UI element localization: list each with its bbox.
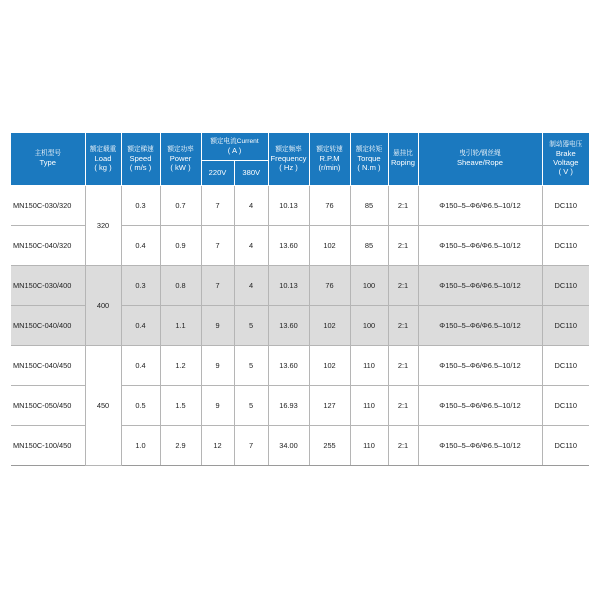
cell-torque: 110 xyxy=(350,425,388,465)
cell-rpm: 76 xyxy=(309,185,350,225)
cell-sheave: Φ150–5–Φ6/Φ6.5–10/12 xyxy=(418,265,542,305)
table-body xyxy=(11,185,589,465)
cell-type: MN150C-030/320 xyxy=(11,185,85,225)
cell-roping: 2:1 xyxy=(388,345,418,385)
table-row xyxy=(11,265,589,305)
header-type-en: Type xyxy=(39,158,56,168)
header-rpm-unit: (r/min) xyxy=(318,162,341,172)
header-type xyxy=(11,133,85,185)
header-load-unit: ( kg ) xyxy=(94,162,112,172)
cell-type: MN150C-100/450 xyxy=(11,425,85,465)
cell-brake: DC110 xyxy=(542,185,589,225)
header-torque-unit: ( N.m ) xyxy=(357,162,381,172)
cell-torque: 85 xyxy=(350,225,388,265)
cell-brake: DC110 xyxy=(542,345,589,385)
cell-speed: 0.4 xyxy=(121,225,160,265)
cell-rpm: 76 xyxy=(309,265,350,305)
cell-rpm: 127 xyxy=(309,385,350,425)
cell-torque: 85 xyxy=(350,185,388,225)
cell-current-380v: 5 xyxy=(234,305,268,345)
cell-current-220v: 9 xyxy=(201,385,234,425)
header-torque-zh: 额定转矩 xyxy=(355,145,383,153)
header-sheave-zh: 曳引轮/钢丝绳 xyxy=(459,150,501,158)
header-power-en: Power xyxy=(169,153,192,163)
cell-power: 2.9 xyxy=(160,425,201,465)
table-row xyxy=(11,185,589,225)
cell-rpm: 102 xyxy=(309,345,350,385)
header-brake-en: Brake Voltage xyxy=(553,149,579,168)
cell-sheave: Φ150–5–Φ6/Φ6.5–10/12 xyxy=(418,225,542,265)
cell-brake: DC110 xyxy=(542,305,589,345)
cell-current-380v: 4 xyxy=(234,225,268,265)
cell-type: MN150C-040/450 xyxy=(11,345,85,385)
cell-brake: DC110 xyxy=(542,385,589,425)
header-frequency-unit: ( Hz ) xyxy=(279,162,298,172)
cell-power: 1.2 xyxy=(160,345,201,385)
cell-sheave: Φ150–5–Φ6/Φ6.5–10/12 xyxy=(418,305,542,345)
header-load xyxy=(85,133,121,185)
cell-sheave: Φ150–5–Φ6/Φ6.5–10/12 xyxy=(418,425,542,465)
cell-current-380v: 7 xyxy=(234,425,268,465)
spec-table-container xyxy=(11,133,589,466)
cell-current-220v: 9 xyxy=(201,345,234,385)
cell-speed: 0.4 xyxy=(121,345,160,385)
cell-rpm: 255 xyxy=(309,425,350,465)
cell-current-220v: 7 xyxy=(201,225,234,265)
cell-sheave: Φ150–5–Φ6/Φ6.5–10/12 xyxy=(418,345,542,385)
motor-spec-table xyxy=(11,133,589,466)
header-rpm-en: R.P.M xyxy=(319,153,340,163)
cell-type: MN150C-030/400 xyxy=(11,265,85,305)
header-type-zh: 主机型号 xyxy=(34,150,61,158)
cell-power: 1.1 xyxy=(160,305,201,345)
cell-frequency: 16.93 xyxy=(268,385,309,425)
cell-current-220v: 7 xyxy=(201,265,234,305)
header-rpm xyxy=(309,133,350,185)
header-power-unit: ( kW ) xyxy=(170,162,191,172)
header-current xyxy=(201,133,268,160)
header-current-220v: 220V xyxy=(201,160,234,185)
cell-roping: 2:1 xyxy=(388,225,418,265)
cell-load: 400 xyxy=(85,265,121,345)
cell-power: 1.5 xyxy=(160,385,201,425)
cell-frequency: 10.13 xyxy=(268,265,309,305)
cell-roping: 2:1 xyxy=(388,305,418,345)
header-roping xyxy=(388,133,418,185)
cell-frequency: 13.60 xyxy=(268,305,309,345)
cell-torque: 100 xyxy=(350,305,388,345)
cell-rpm: 102 xyxy=(309,225,350,265)
header-power xyxy=(160,133,201,185)
cell-frequency: 10.13 xyxy=(268,185,309,225)
header-torque-en: Torque xyxy=(357,153,381,163)
cell-power: 0.8 xyxy=(160,265,201,305)
cell-sheave: Φ150–5–Φ6/Φ6.5–10/12 xyxy=(418,385,542,425)
header-brake-zh: 制动器电压 xyxy=(549,141,583,149)
cell-current-380v: 5 xyxy=(234,345,268,385)
cell-power: 0.7 xyxy=(160,185,201,225)
header-brake-unit: ( V ) xyxy=(558,167,573,177)
header-torque xyxy=(350,133,388,185)
cell-speed: 0.5 xyxy=(121,385,160,425)
header-current-unit: ( A ) xyxy=(227,145,242,155)
header-sheave-en: Sheave/Rope xyxy=(456,158,504,168)
cell-current-380v: 4 xyxy=(234,265,268,305)
header-power-zh: 额定功率 xyxy=(167,145,194,153)
cell-roping: 2:1 xyxy=(388,265,418,305)
header-speed-zh: 额定梯速 xyxy=(127,145,154,153)
header-load-en: Load xyxy=(94,153,112,163)
header-speed-en: Speed xyxy=(129,153,152,163)
cell-type: MN150C-050/450 xyxy=(11,385,85,425)
header-frequency-en: Frequency xyxy=(270,153,307,163)
cell-rpm: 102 xyxy=(309,305,350,345)
table-header xyxy=(11,133,589,185)
cell-speed: 0.4 xyxy=(121,305,160,345)
cell-frequency: 34.00 xyxy=(268,425,309,465)
cell-speed: 0.3 xyxy=(121,265,160,305)
header-load-zh: 额定载重 xyxy=(89,145,117,153)
cell-current-380v: 4 xyxy=(234,185,268,225)
table-row xyxy=(11,345,589,385)
header-frequency-zh: 额定频率 xyxy=(275,145,302,153)
cell-power: 0.9 xyxy=(160,225,201,265)
header-current-zh: 额定电流Current xyxy=(210,137,259,145)
cell-torque: 110 xyxy=(350,345,388,385)
cell-brake: DC110 xyxy=(542,425,589,465)
header-frequency xyxy=(268,133,309,185)
cell-load: 450 xyxy=(85,345,121,465)
header-brake xyxy=(542,133,589,185)
cell-frequency: 13.60 xyxy=(268,345,309,385)
cell-roping: 2:1 xyxy=(388,425,418,465)
cell-load: 320 xyxy=(85,185,121,265)
cell-current-220v: 12 xyxy=(201,425,234,465)
cell-speed: 0.3 xyxy=(121,185,160,225)
cell-brake: DC110 xyxy=(542,265,589,305)
cell-brake: DC110 xyxy=(542,225,589,265)
header-roping-en: Roping xyxy=(390,158,416,168)
cell-torque: 110 xyxy=(350,385,388,425)
header-rpm-zh: 额定转速 xyxy=(316,145,343,153)
cell-sheave: Φ150–5–Φ6/Φ6.5–10/12 xyxy=(418,185,542,225)
header-sheave xyxy=(418,133,542,185)
cell-speed: 1.0 xyxy=(121,425,160,465)
header-speed xyxy=(121,133,160,185)
cell-roping: 2:1 xyxy=(388,185,418,225)
cell-type: MN150C-040/320 xyxy=(11,225,85,265)
cell-current-220v: 7 xyxy=(201,185,234,225)
cell-current-380v: 5 xyxy=(234,385,268,425)
header-current-380v: 380V xyxy=(234,160,268,185)
header-roping-zh: 悬挂比 xyxy=(393,150,413,158)
cell-type: MN150C-040/400 xyxy=(11,305,85,345)
cell-roping: 2:1 xyxy=(388,385,418,425)
cell-current-220v: 9 xyxy=(201,305,234,345)
header-speed-unit: ( m/s ) xyxy=(129,162,152,172)
cell-frequency: 13.60 xyxy=(268,225,309,265)
cell-torque: 100 xyxy=(350,265,388,305)
